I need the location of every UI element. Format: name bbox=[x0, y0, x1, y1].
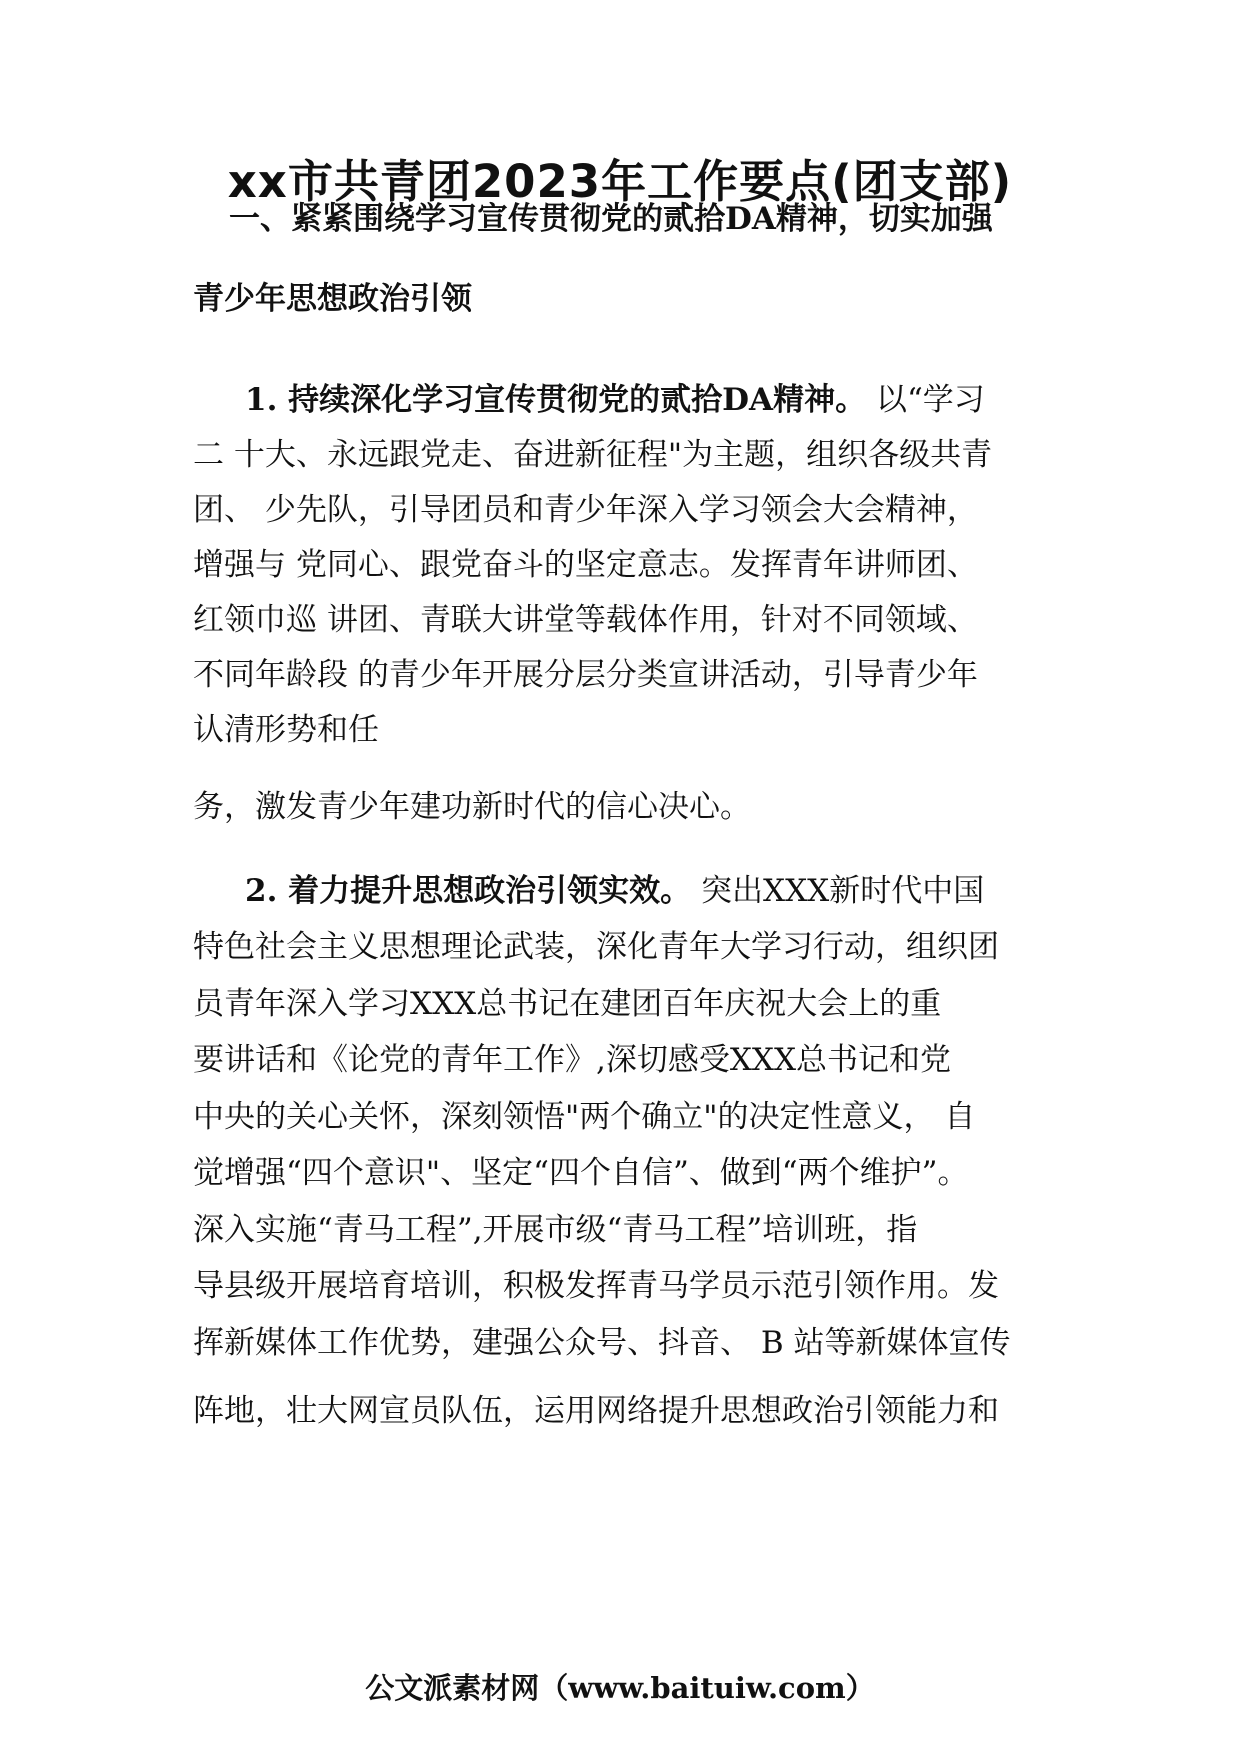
item-1-text-line: 红领巾巡 讲团、青联大讲堂等载体作用，针对不同领域、 bbox=[193, 602, 978, 638]
item-2-text-line: 中央的关心关怀，深刻领悟"两个确立"的决定性意义， 自 bbox=[193, 1099, 976, 1135]
item-1-lead: 1. 持续深化学习宣传贯彻党的贰拾DA精神。 bbox=[245, 382, 867, 418]
item-2-text-line: 阵地，壮大网宣员队伍，运用网络提升思想政治引领能力和 bbox=[193, 1393, 999, 1429]
item-1-text-line: 团、 少先队，引导团员和青少年深入学习领会大会精神， bbox=[193, 492, 978, 528]
item-2-text-line: 深入实施“青马工程”,开展市级“青马工程”培训班，指 bbox=[193, 1212, 918, 1248]
item-2-text-line: 觉增强“四个意识"、坚定“四个自信”、做到“两个维护”。 bbox=[193, 1155, 969, 1191]
item-2-text-line: 员青年深入学习XXX总书记在建团百年庆祝大会上的重 bbox=[193, 986, 942, 1022]
footer-source-link[interactable]: 公文派素材网（www.baituiw.com） bbox=[365, 1671, 875, 1705]
item-2-text-line: 特色社会主义思想理论武装，深化青年大学习行动，组织团 bbox=[193, 929, 999, 965]
item-2-text-line: 挥新媒体工作优势，建强公众号、抖音、 B 站等新媒体宣传 bbox=[193, 1325, 1011, 1361]
item-1-text-line: 以“学习 bbox=[866, 382, 985, 418]
item-1-first-line bbox=[245, 380, 985, 420]
section-heading-line-1: 一、紧紧围绕学习宣传贯彻党的贰拾DA精神，切实加强 bbox=[229, 201, 993, 237]
item-1-text-line: 二 十大、永远跟党走、奋进新征程"为主题，组织各级共青 bbox=[193, 437, 993, 473]
section-heading-line-2: 青少年思想政治引领 bbox=[193, 281, 472, 317]
item-1-text-line: 增强与 党同心、跟党奋斗的坚定意志。发挥青年讲师团、 bbox=[193, 547, 978, 583]
document-title: xx市共青团2023年工作要点(团支部) bbox=[227, 155, 1013, 208]
item-1-text-line: 不同年龄段 的青少年开展分层分类宣讲活动，引导青少年 bbox=[193, 657, 978, 693]
item-2-lead: 2. 着力提升思想政治引领实效。 bbox=[245, 873, 692, 909]
item-2-text-line: 导县级开展培育培训，积极发挥青马学员示范引领作用。发 bbox=[193, 1268, 999, 1304]
item-2-text-line: 要讲话和《论党的青年工作》,深切感受XXX总书记和党 bbox=[193, 1042, 952, 1078]
item-1-text-line: 务，激发青少年建功新时代的信心决心。 bbox=[193, 789, 751, 825]
item-2-text-line: 突出XXX新时代中国 bbox=[691, 873, 985, 909]
item-1-text-line: 认清形势和任 bbox=[193, 712, 379, 748]
item-2-first-line bbox=[245, 871, 984, 911]
